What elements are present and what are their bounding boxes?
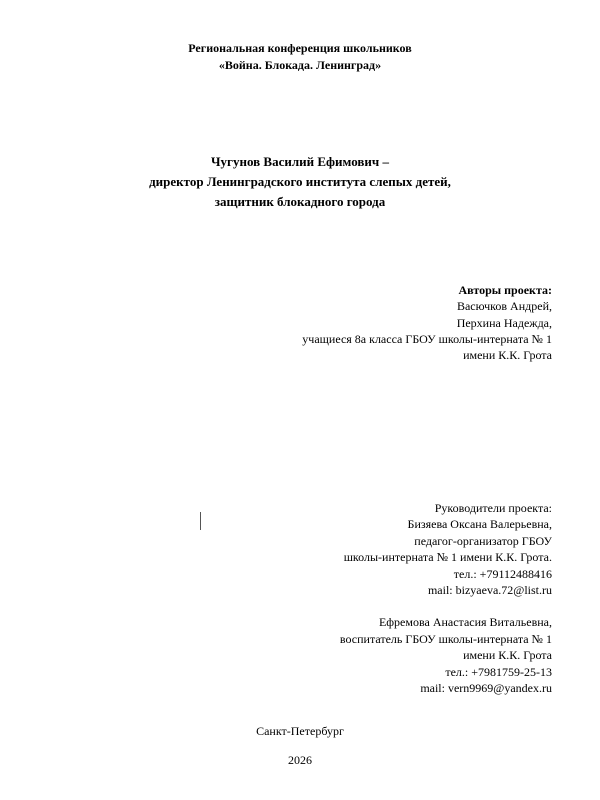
supervisor-2-line: воспитатель ГБОУ школы-интерната № 1 [339,632,552,646]
author-line: имени К.К. Грота [463,348,552,362]
supervisor-2-phone: тел.: +7981759-25-13 [445,665,552,679]
supervisor-1-email: mail: bizyaeva.72@list.ru [427,583,552,597]
year: 2026 [288,753,312,767]
conference-name: Региональная конференция школьников [188,41,412,55]
authors-heading: Авторы проекта: [458,283,552,297]
title-line-2: директор Ленинградского института слепых детей, [149,174,451,189]
supervisors-heading: Руководители проекта: [434,501,552,515]
title-line-3: защитник блокадного города [214,194,386,209]
conference-theme: «Война. Блокада. Ленинград» [218,58,382,72]
city: Санкт-Петербург [256,724,344,738]
supervisor-2-line: Ефремова Анастасия Витальевна, [378,615,552,629]
author-line: Перхина Надежда, [456,316,552,330]
supervisor-1-line: школы-интерната № 1 имени К.К. Грота. [343,550,552,564]
author-line: Васючков Андрей, [456,299,552,313]
supervisor-1-line: Бизяева Оксана Валерьевна, [407,517,552,531]
supervisor-2-email: mail: vern9969@yandex.ru [420,681,552,695]
author-line: учащиеся 8а класса ГБОУ школы-интерната № 1 [302,332,552,346]
supervisor-1-phone: тел.: +79112488416 [453,567,552,581]
text-cursor [200,512,201,530]
supervisor-1-line: педагог-организатор ГБОУ [414,534,552,548]
supervisor-2-line: имени К.К. Грота [463,648,552,662]
title-line-1: Чугунов Василий Ефимович – [211,154,389,169]
